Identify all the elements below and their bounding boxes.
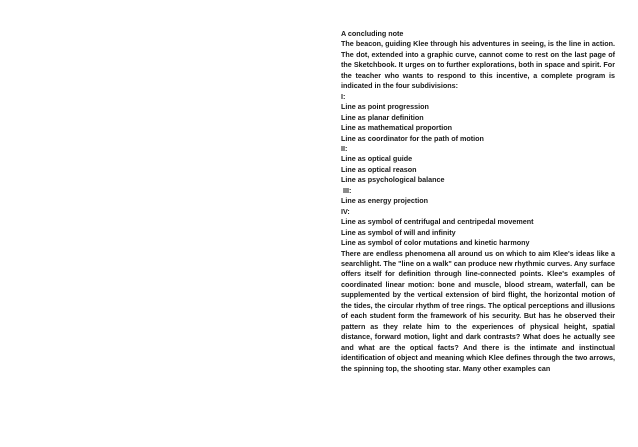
section-2-heading: II: [341, 143, 348, 153]
section-1-item: Line as point progression [341, 102, 429, 112]
section-2-item: Line as optical reason [341, 164, 417, 174]
section-3-heading: III: [343, 185, 352, 195]
text-column [341, 29, 615, 374]
section-3-item: Line as energy projection [341, 196, 429, 206]
section-4-heading: IV: [341, 206, 350, 216]
section-4-item: Line as symbol of color mutations and kinetic harmony [341, 238, 530, 248]
section-1-item: Line as mathematical proportion [341, 123, 453, 133]
section-2-item: Line as optical guide [341, 154, 413, 164]
section-1-item: Line as coordinator for the path of motion [341, 133, 484, 143]
section-1-item: Line as planar definition [341, 112, 424, 122]
intro-paragraph: The beacon, guiding Klee through his adventures in seeing, is the line in action. The dot, extended into a graphic curve, cannot come to rest on the last page of the Sketchbook. It urges on to further explorations, both in space and spirit. For the teacher who wants to respond to this incentive, a complete program is indicated in the four subdivisions: [341, 39, 615, 91]
note-title: A concluding note [341, 29, 404, 38]
section-4-item: Line as symbol of will and infinity [341, 227, 456, 237]
section-2-item: Line as psychological balance [341, 175, 445, 185]
closing-paragraph: There are endless phenomena all around us on which to aim Klee's ideas like a searchlight. The "line on a walk" can produce new rhythmic curves. Any surface offers itself for definition through line-connected points. Klee's examples of coordinated linear motion: bone and muscle, blood stream, waterfall, can be supplemented by the vertical extension of bird flight, the horizontal motion of the tides, the circular rhythm of tree rings. The optical perceptions and illusions of each student form the framework of his security. But has he observed their pattern as they relate him to the experiences of physical height, spatial distance, forward motion, light and dark contrasts? What does he actually see and what are the optical facts? And there is the intimate and instinctual identification of object and meaning which Klee defines through the two arrows, the spinning top, the shooting star. Many other examples can [341, 248, 615, 373]
section-1-heading: I: [341, 91, 346, 101]
section-4-item: Line as symbol of centrifugal and centripedal movement [341, 217, 534, 227]
